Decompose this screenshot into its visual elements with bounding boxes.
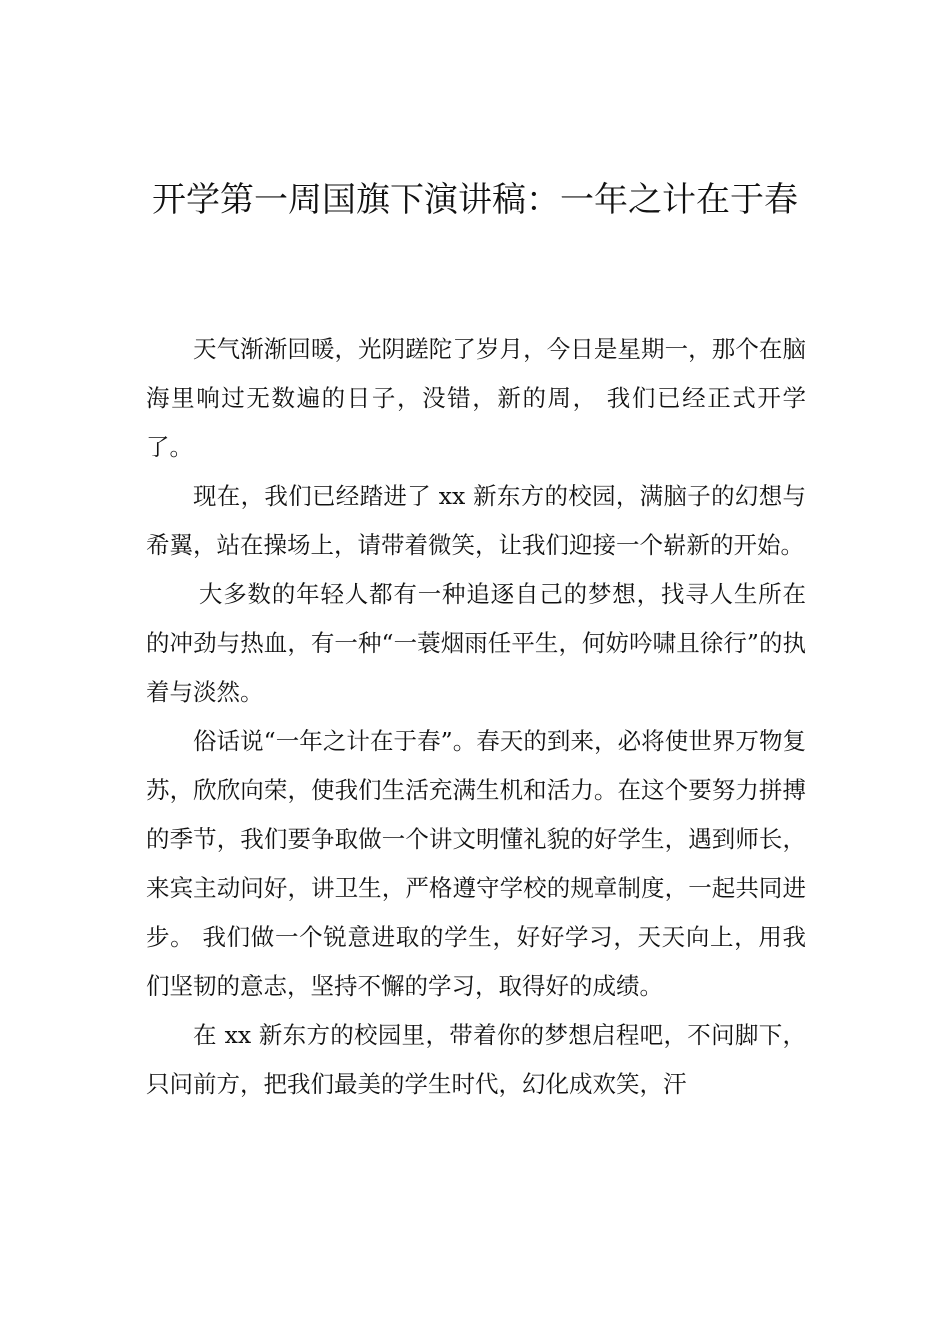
document-body <box>146 325 806 1109</box>
document-title: 开学第一周国旗下演讲稿：一年之计在于春 <box>152 180 798 220</box>
paragraph-4: 俗话说“一年之计在于春”。春天的到来，必将使世界万物复苏，欣欣向荣，使我们生活充满生机和活力。在这个要努力拼搏的季节，我们要争取做一个讲文明懂礼貌的好学生，遇到师长，来宾主动问好，讲卫生，严格遵守学校的规章制度，一起共同进步。 我们做一个锐意进取的学生，好好学习，天天向上，用我们坚韧的意志，坚持不懈的学习，取得好的成绩。 <box>146 727 806 1000</box>
paragraph-1: 天气渐渐回暖，光阴蹉陀了岁月，今日是星期一，那个在脑海里响过无数遍的日子，没错，新的周， 我们已经正式开学了。 <box>146 335 806 461</box>
paragraph-3: 大多数的年轻人都有一种追逐自己的梦想，找寻人生所在的冲劲与热血，有一种“一蓑烟雨任平生，何妨吟啸且徐行”的执着与淡然。 <box>146 580 806 706</box>
paragraph-5: 在 xx 新东方的校园里，带着你的梦想启程吧，不问脚下，只问前方，把我们最美的学生时代，幻化成欢笑，汗 <box>146 1021 806 1098</box>
paragraph-2: 现在，我们已经踏进了 xx 新东方的校园，满脑子的幻想与希翼，站在操场上，请带着微笑，让我们迎接一个崭新的开始。 <box>146 482 806 559</box>
